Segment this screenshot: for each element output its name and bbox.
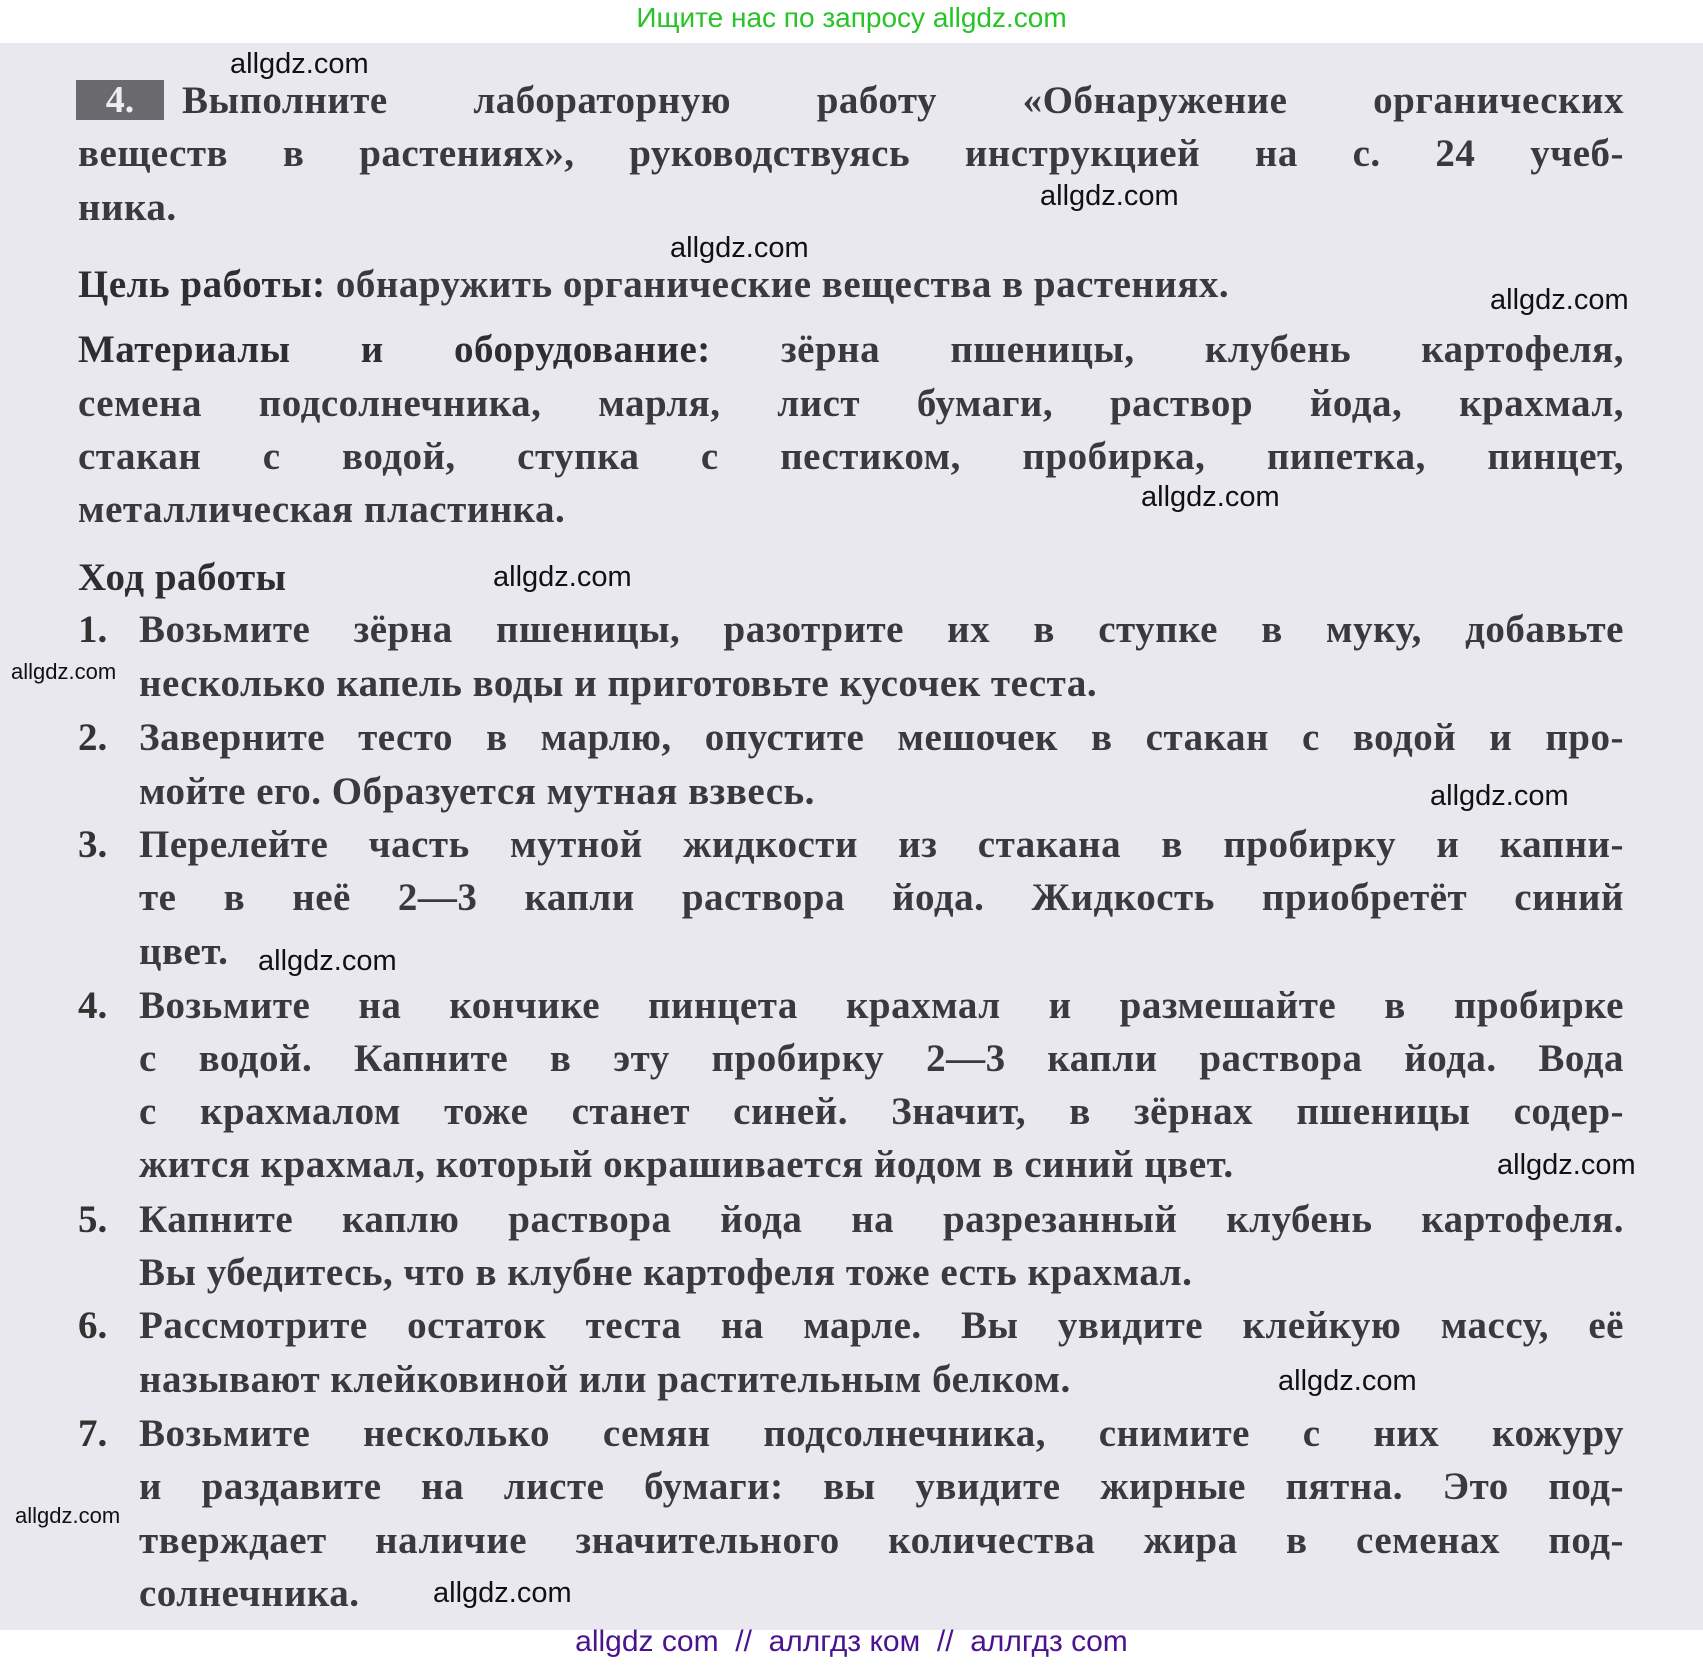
step-line: цвет. <box>139 930 229 973</box>
watermark: allgdz.com <box>433 1577 572 1609</box>
step-line: называют клейковиной или растительным белком. <box>139 1358 1071 1401</box>
watermark: allgdz.com <box>11 659 117 684</box>
materials-text: зёрна пшеницы, клубень картофеля, <box>780 328 1624 371</box>
step-number: 1. <box>78 608 108 651</box>
procedure-title: Ход работы <box>78 556 287 599</box>
step-number: 2. <box>78 716 108 759</box>
task-line: ника. <box>78 186 177 229</box>
materials-line: стакан с водой, ступка с пестиком, пробирка, пипетка, пинцет, <box>78 435 1624 478</box>
step-number: 4. <box>78 984 108 1027</box>
watermark: allgdz.com <box>258 945 397 977</box>
watermark: allgdz.com <box>1278 1365 1417 1397</box>
materials-line: металлическая пластинка. <box>78 488 566 531</box>
step-number: 3. <box>78 823 108 866</box>
step-line: мойте его. Образуется мутная взвесь. <box>139 770 815 813</box>
materials-line <box>78 326 1624 374</box>
watermark: allgdz.com <box>1141 481 1280 513</box>
step-line: солнечника. <box>139 1572 360 1615</box>
footer-banner: allgdz com // аллгдз ком // аллгдз com <box>575 1625 1128 1658</box>
materials-line: семена подсолнечника, марля, лист бумаги, раствор йода, крахмал, <box>78 382 1624 425</box>
watermark: allgdz.com <box>1430 780 1569 812</box>
task-line: Выполните лабораторную работу «Обнаружение органических <box>182 79 1624 122</box>
step-line: с крахмалом тоже станет синей. Значит, в зёрнах пшеницы содер- <box>139 1090 1624 1133</box>
step-line: Возьмите на кончике пинцета крахмал и размешайте в пробирке <box>139 984 1624 1027</box>
step-line: жится крахмал, который окрашивается йодом в синий цвет. <box>139 1143 1234 1186</box>
watermark: allgdz.com <box>1040 180 1179 212</box>
step-line: Капните каплю раствора йода на разрезанный клубень картофеля. <box>139 1198 1624 1241</box>
goal-text: обнаружить органические вещества в растениях. <box>335 263 1230 306</box>
step-line: Заверните тесто в марлю, опустите мешочек в стакан с водой и про- <box>139 716 1624 759</box>
step-number: 7. <box>78 1412 108 1455</box>
goal-label: Цель работы: <box>78 263 326 306</box>
watermark: allgdz.com <box>1490 284 1629 316</box>
materials-label: Материалы и оборудование: <box>78 328 711 371</box>
step-line: те в неё 2—3 капли раствора йода. Жидкость приобретёт синий <box>139 876 1624 919</box>
task-number-badge: 4. <box>76 80 164 120</box>
step-line: тверждает наличие значительного количества жира в семенах под- <box>139 1519 1624 1562</box>
step-line: с водой. Капните в эту пробирку 2—3 капли раствора йода. Вода <box>139 1037 1624 1080</box>
watermark: allgdz.com <box>670 232 809 264</box>
step-number: 5. <box>78 1198 108 1241</box>
step-line: и раздавите на листе бумаги: вы увидите жирные пятна. Это под- <box>139 1465 1624 1508</box>
header-banner: Ищите нас по запросу allgdz.com <box>636 2 1067 33</box>
step-line: Рассмотрите остаток теста на марле. Вы увидите клейкую массу, её <box>139 1304 1624 1347</box>
step-number: 6. <box>78 1304 108 1347</box>
step-line: несколько капель воды и приготовьте кусочек теста. <box>139 662 1098 705</box>
step-line: Перелейте часть мутной жидкости из стакана в пробирку и капни- <box>139 823 1624 866</box>
watermark: allgdz.com <box>230 48 369 80</box>
watermark: allgdz.com <box>15 1503 121 1528</box>
goal-line <box>78 261 1624 309</box>
watermark: allgdz.com <box>493 561 632 593</box>
task-line: веществ в растениях», руководствуясь инструкцией на с. 24 учеб- <box>78 132 1624 175</box>
step-line: Возьмите несколько семян подсолнечника, снимите с них кожуру <box>139 1412 1624 1455</box>
step-line: Вы убедитесь, что в клубне картофеля тоже есть крахмал. <box>139 1251 1193 1294</box>
step-line: Возьмите зёрна пшеницы, разотрите их в ступке в муку, добавьте <box>139 608 1624 651</box>
watermark: allgdz.com <box>1497 1149 1636 1181</box>
